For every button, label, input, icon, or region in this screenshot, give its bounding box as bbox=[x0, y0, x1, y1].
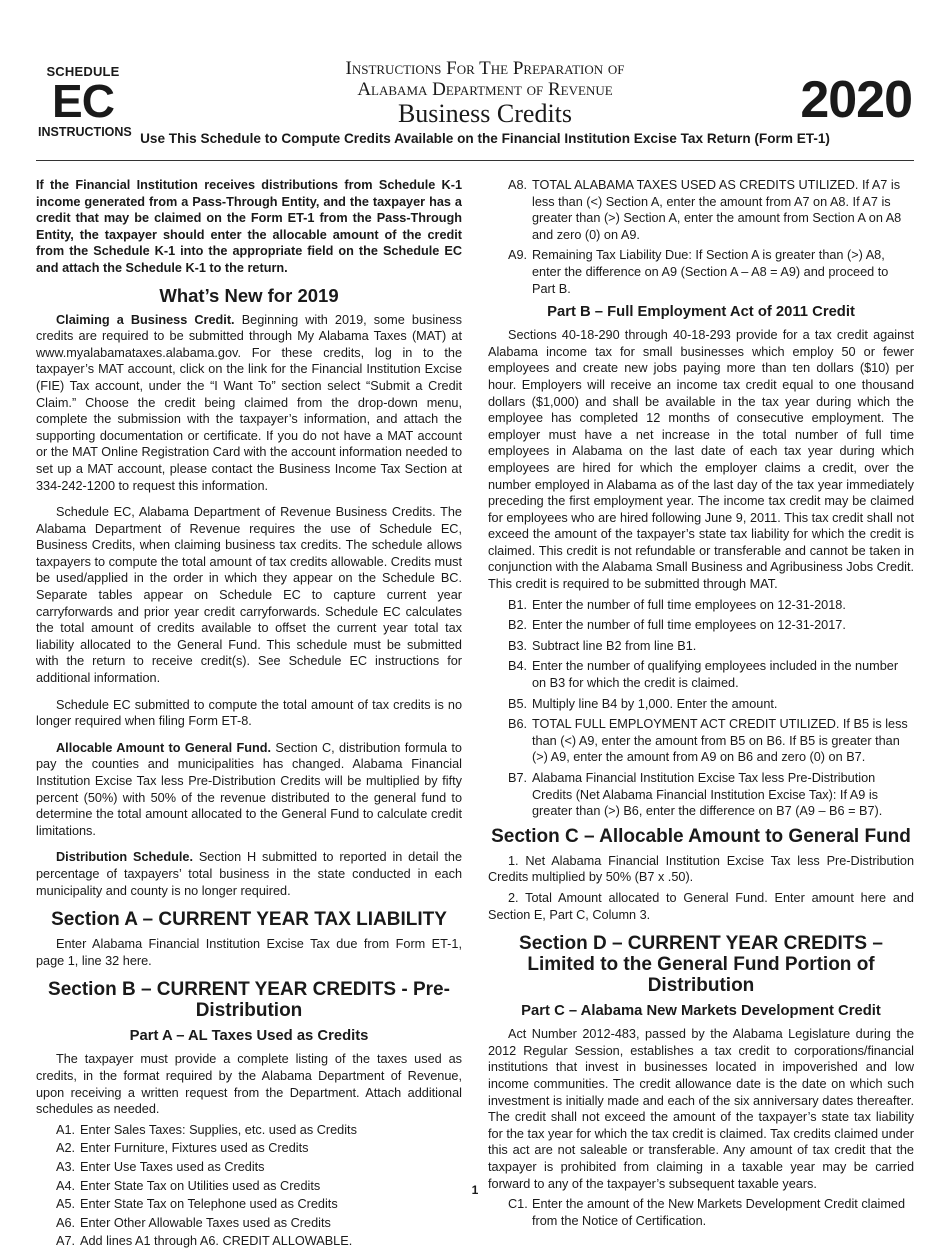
part-c-list bbox=[488, 1196, 914, 1229]
item-text: Enter Use Taxes used as Credits bbox=[80, 1159, 265, 1174]
list-item bbox=[488, 247, 914, 297]
schedule-label: SCHEDULE bbox=[46, 64, 120, 79]
item-text: Enter Furniture, Fixtures used as Credits bbox=[80, 1141, 309, 1156]
claiming-credit-text: Beginning with 2019, some business credits are required to be submitted through My Alabama Taxes (MAT) at www.myalabamataxes.alabama.gov. For these credits, log in to the taxpayer’s MAT account, click on the link for the Financial Institution Excise (FIE) Tax account, under the “I Want To” section select “Submit a Credit Claim.” Choose the credit being claimed from the drop-down menu, complete the submission with the taxpayer’s information, and attach the supporting documentation or certificate. If you do not have a MAT account or the MAT Online Registration Card with the account information needed to set up a MAT account, please contact the Business Income Tax Section at 334-242-1200 to request this information. bbox=[36, 312, 462, 493]
right-column bbox=[488, 177, 914, 1235]
list-item bbox=[36, 1159, 462, 1176]
list-item bbox=[488, 658, 914, 691]
part-b-heading: Part B – Full Employment Act of 2011 Credit bbox=[547, 304, 855, 321]
item-number: B5. bbox=[508, 696, 528, 711]
item-text: Alabama Financial Institution Excise Tax less Pre-Distribution Credits (Net Alabama Financial Institution Excise Tax): If A9 is greater than (>) B6, enter the difference on B7 (A9 – B6 = B7). bbox=[532, 771, 883, 819]
list-item bbox=[488, 617, 914, 634]
distribution-paragraph bbox=[36, 849, 462, 899]
page-number: 1 bbox=[471, 1183, 479, 1197]
claiming-credit-lead: Claiming a Business Credit. bbox=[56, 312, 235, 327]
item-number: A6. bbox=[56, 1215, 76, 1230]
allocable-paragraph bbox=[36, 740, 462, 840]
item-number: A8. bbox=[508, 178, 528, 192]
item-number: A4. bbox=[56, 1178, 76, 1193]
part-a-heading: Part A – AL Taxes Used as Credits bbox=[129, 1028, 369, 1045]
header-divider bbox=[36, 160, 914, 161]
item-text: Enter the amount of the New Markets Development Credit claimed from the Notice of Certification. bbox=[532, 1197, 906, 1228]
item-number: B1. bbox=[508, 597, 528, 612]
item-number: B7. bbox=[508, 771, 528, 785]
list-item bbox=[488, 177, 914, 243]
schedule-ec-paragraph: Schedule EC, Alabama Department of Revenue Business Credits. The Alabama Department of Revenue requires the use of Schedule EC, Business Credits, when claiming business tax credits. The schedule allows taxpayers to compute the total amount of tax credits allowable. Credits must be used/applied in the order in which they appear on the Schedule BC. Separate tables appear on Schedule EC to capture current year carryforwards and prior year credit carryforwards. Schedule EC calculates the total amount of credits available to offset the current year total tax liability allocated to the General Fund. This schedule must be submitted with the return to receive credit(s). See Schedule EC instructions for additional information. bbox=[36, 505, 462, 686]
item-number: B3. bbox=[508, 638, 528, 653]
item-text: Enter the number of full time employees on 12-31-2017. bbox=[532, 618, 846, 633]
item-text: Enter the number of full time employees on 12-31-2018. bbox=[532, 597, 846, 612]
item-number: B6. bbox=[508, 717, 528, 732]
item-number: A2. bbox=[56, 1141, 76, 1156]
item-number: C1. bbox=[508, 1197, 528, 1212]
whats-new-heading: What’s New for 2019 bbox=[159, 284, 339, 306]
section-d-heading: Section D – CURRENT YEAR CREDITS – Limited to the General Fund Portion of Distribution bbox=[519, 933, 883, 997]
list-item bbox=[36, 1140, 462, 1157]
instructions-label: INSTRUCTIONS bbox=[38, 125, 132, 139]
item-text: Enter Other Allowable Taxes used as Credits bbox=[80, 1215, 331, 1230]
left-column bbox=[36, 177, 462, 1256]
intro-paragraph: If the Financial Institution receives distributions from Schedule K-1 income generated from a Pass-Through Entity, and the taxpayer has a credit that may be claimed on the Form ET-1 from the Pass-Through Entity, the taxpayer should enter the allocable amount of the credit from the Schedule K-1 into the appropriate field on the Schedule EC and attach the Schedule K-1 to the return. bbox=[36, 178, 462, 275]
item-text: Multiply line B4 by 1,000. Enter the amount. bbox=[532, 696, 778, 711]
list-item bbox=[36, 1196, 462, 1213]
et8-paragraph: Schedule EC submitted to compute the total amount of tax credits is no longer required when filing Form ET-8. bbox=[36, 697, 462, 729]
part-a-text: The taxpayer must provide a complete listing of the taxes used as credits, in the format required by the Alabama Department of Revenue, upon receiving a written request from the Department. Attach additional schedules as needed. bbox=[36, 1052, 462, 1117]
document-title bbox=[250, 58, 720, 128]
section-b-heading: Section B – CURRENT YEAR CREDITS - Pre-Distribution bbox=[48, 979, 450, 1022]
item-number: A9. bbox=[508, 248, 528, 263]
schedule-block bbox=[38, 64, 132, 139]
title-line-1: Instructions For The Preparation of bbox=[345, 58, 625, 79]
section-a-text: Enter Alabama Financial Institution Excise Tax due from Form ET-1, page 1, line 32 here. bbox=[36, 937, 462, 968]
list-item bbox=[488, 716, 914, 766]
item-number: A7. bbox=[56, 1234, 76, 1249]
list-item bbox=[488, 638, 914, 655]
allocable-text: Section C, distribution formula to pay the counties and municipalities has changed. Alabama Financial Institution Excise Tax less Pre-Distribution Credits will be multiplied by fifty percent (50%) with 50% of the revenue distributed to the general fund to determine the total amount allocated to the General Fund to calculate credit limitations. bbox=[36, 740, 462, 838]
part-b-text: Sections 40-18-290 through 40-18-293 provide for a tax credit against Alabama income tax for small businesses which employ 50 or fewer employees and create new jobs paying more than ten dollars ($10) per hour. Employers will receive an income tax credit equal to one thousand dollars ($1,000) and shall be available in the tax year during which the employee has completed 12 months of consecutive employment. The employer must have a net increase in the total number of full time employees in Alabama on the last date of each tax year during which employees are hired for which the employer claims a credit, over the number employed in Alabama as of the last day of the tax year immediately preceding the first employment year. The income tax credit may be claimed for employees who are hired following June 9, 2011. This tax credit shall not exceed the amount of the taxpayer’s state tax liability for which the credit is claimed. This credit is not refundable or transferable and cannot be taken in conjunction with the Alabama Small Business and Agribusiness Jobs Credit. This credit is required to be submitted through MAT. bbox=[488, 328, 914, 592]
tax-year: 2020 bbox=[800, 71, 912, 129]
item-text: Enter the number of qualifying employees included in the number on B3 for which the credit is claimed. bbox=[532, 659, 899, 691]
item-number: A3. bbox=[56, 1159, 76, 1174]
allocable-lead: Allocable Amount to General Fund. bbox=[56, 740, 271, 755]
section-c-item-2: 2. Total Amount allocated to General Fund. Enter amount here and Section E, Part C, Column 3. bbox=[488, 890, 914, 922]
section-c-item-1: 1. Net Alabama Financial Institution Excise Tax less Pre-Distribution Credits multiplied by 50% (B7 x .50). bbox=[488, 853, 914, 885]
item-text: Enter State Tax on Utilities used as Credits bbox=[80, 1178, 321, 1193]
part-a-continued-list bbox=[488, 177, 914, 297]
schedule-code: EC bbox=[52, 75, 114, 127]
item-text: Enter Sales Taxes: Supplies, etc. used as Credits bbox=[80, 1122, 357, 1137]
title-line-3: Business Credits bbox=[397, 99, 573, 128]
list-item bbox=[488, 1196, 914, 1229]
title-line-2: Alabama Department of Revenue bbox=[357, 79, 613, 100]
distribution-text: Section H submitted to reported in detail the percentage of taxpayers’ total business in the state conducted in each municipality and county is no longer required. bbox=[36, 850, 463, 898]
item-text: TOTAL ALABAMA TAXES USED AS CREDITS UTILIZED. If A7 is less than (<) Section A, enter the amount from A7 on A8. If A7 is greater than (>) Section A, enter the amount from Section A on A8 and zero (0) on A9. bbox=[532, 178, 902, 242]
part-c-text: Act Number 2012-483, passed by the Alabama Legislature during the 2012 Regular Session, establishes a tax credit to corporations/financial institutions that invest in businesses located in impoverished and low income communities. The credit allowance date is the date on which such investment is initially made and each of the six anniversary dates thereafter. The credit shall not exceed the amount of the taxpayer’s state tax liability for the tax year for which the tax credit is claimed. Tax credits claimed under this act are not saleable or transferable. Any amount of tax credit that the taxpayer is prohibited from claiming in a taxable year may be carried forward to any of the taxpayer’s subsequent taxable years. bbox=[488, 1027, 914, 1191]
item-number: B4. bbox=[508, 659, 528, 674]
list-item bbox=[488, 597, 914, 614]
list-item bbox=[36, 1233, 462, 1250]
item-text: TOTAL FULL EMPLOYMENT ACT CREDIT UTILIZED. If B5 is less than (<) A9, enter the amount from B5 on B6. If B5 is greater than (>) A9, enter the amount from A9 on B6 and zero (0) on B7. bbox=[532, 717, 908, 765]
item-number: A1. bbox=[56, 1122, 76, 1137]
list-item bbox=[36, 1122, 462, 1139]
item-number: A5. bbox=[56, 1197, 76, 1212]
part-b-list bbox=[488, 597, 914, 820]
item-text: Enter State Tax on Telephone used as Credits bbox=[80, 1197, 338, 1212]
list-item bbox=[36, 1215, 462, 1232]
item-number: B2. bbox=[508, 618, 528, 633]
section-c-heading: Section C – Allocable Amount to General Fund bbox=[491, 825, 911, 847]
part-c-heading: Part C – Alabama New Markets Development Credit bbox=[521, 1003, 881, 1020]
item-text: Remaining Tax Liability Due: If Section A is greater than (>) A8, enter the difference on A9 (Section A – A8 = A9) and proceed to Part B. bbox=[532, 248, 889, 296]
list-item bbox=[488, 770, 914, 820]
section-a-heading: Section A – CURRENT YEAR TAX LIABILITY bbox=[51, 909, 447, 931]
document-subtitle: Use This Schedule to Compute Credits Available on the Financial Institution Excise Tax Return (Form ET-1) bbox=[140, 131, 830, 146]
claiming-credit-paragraph bbox=[36, 312, 462, 495]
item-text: Subtract line B2 from line B1. bbox=[532, 638, 697, 653]
list-item bbox=[488, 696, 914, 713]
distribution-lead: Distribution Schedule. bbox=[56, 850, 193, 865]
item-text: Add lines A1 through A6. CREDIT ALLOWABLE. bbox=[80, 1234, 353, 1249]
